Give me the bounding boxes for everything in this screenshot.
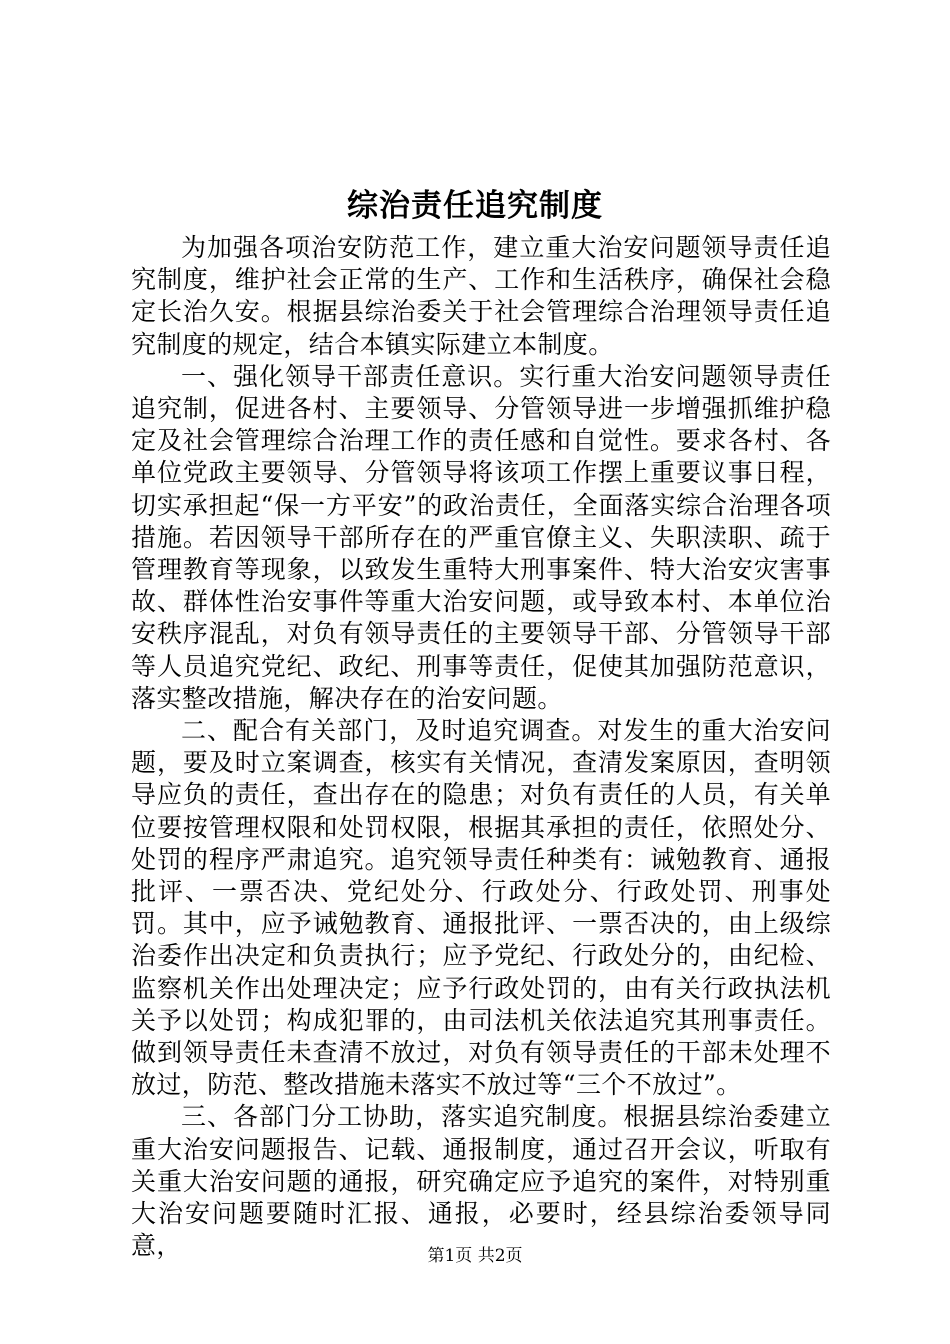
document-title: 综治责任追究制度 [347,188,603,224]
paragraph-intro: 为加强各项治安防范工作，建立重大治安问题领导责任追究制度，维护社会正常的生产、工作和生活秩序，确保社会稳定长治久安。根据县综治委关于社会管理综合治理领导责任追究制度的规定，结合本镇实际建立本制度。 [131,233,831,359]
document-body [131,232,831,1263]
paragraph-section-3: 三、各部门分工协助，落实追究制度。根据县综治委建立重大治安问题报告、记载、通报制度，通过召开会议，听取有关重大治安问题的通报，研究确定应予追究的案件，对特别重大治安问题要随时汇报、通报，必要时，经县综治委领导同意， [131,1102,831,1261]
page-number-footer: 第1页 共2页 [427,1246,523,1266]
paragraph-section-1: 一、强化领导干部责任意识。实行重大治安问题领导责任追究制，促进各村、主要领导、分管领导进一步增强抓维护稳定及社会管理综合治理工作的责任感和自觉性。要求各村、各单位党政主要领导、分管领导将该项工作摆上重要议事日程，切实承担起“保一方平安”的政治责任，全面落实综合治理各项措施。若因领导干部所存在的严重官僚主义、失职渎职、疏于管理教育等现象，以致发生重特大刑事案件、特大治安灾害事故、群体性治安事件等重大治安问题，或导致本村、本单位治安秩序混乱，对负有领导责任的主要领导干部、分管领导干部等人员追究党纪、政纪、刑事等责任，促使其加强防范意识，落实整改措施，解决存在的治安问题。 [131,361,831,713]
paragraph-section-2: 二、配合有关部门，及时追究调查。对发生的重大治安问题，要及时立案调查，核实有关情况，查清发案原因，查明领导应负的责任，查出存在的隐患；对负有责任的人员，有关单位要按管理权限和处罚权限，根据其承担的责任，依照处分、处罚的程序严肃追究。追究领导责任种类有：诫勉教育、通报批评、一票否决、党纪处分、行政处分、行政处罚、刑事处罚。其中，应予诫勉教育、通报批评、一票否决的，由上级综治委作出决定和负责执行；应予党纪、行政处分的，由纪检、监察机关作出处理决定；应予行政处罚的，由有关行政执法机关予以处罚；构成犯罪的，由司法机关依法追究其刑事责任。做到领导责任未查清不放过，对负有领导责任的干部未处理不放过，防范、整改措施未落实不放过等“三个不放过”。 [131,716,831,1100]
